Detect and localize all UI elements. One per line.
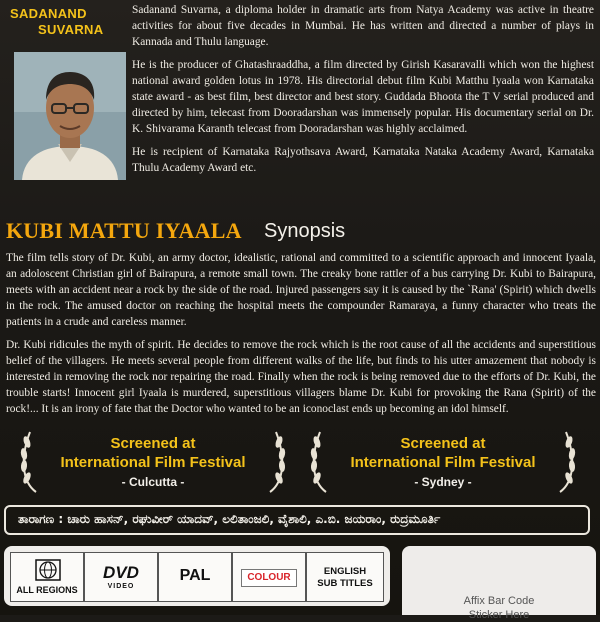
festival-name: International Film Festival [60, 454, 246, 471]
director-bio [132, 2, 594, 183]
format-panel [4, 546, 390, 606]
subtitles-line1: ENGLISH [323, 566, 367, 577]
festival-name: International Film Festival [350, 454, 536, 471]
film-title-row [6, 218, 596, 248]
festival-badge-sydney [308, 428, 578, 498]
bio-paragraph: He is recipient of Karnataka Rajyothsava Award, Karnataka Nataka Academy Award, Karnataka Thulu Academy Award etc. [132, 146, 594, 174]
regions-label: ALL REGIONS [16, 585, 78, 595]
cast-list: ತಾರಾಗಣ : ಚಾರು ಹಾಸನ್, ರಘುವೀರ್ ಯಾದವ್, ಲಲಿತಾಂಜಲಿ, ವೈಶಾಲಿ, ಎ.ಬಿ. ಜಯರಾಂ, ರುದ್ರಮೂರ್ತಿ [18, 512, 441, 526]
festival-city: - Sydney - [414, 475, 472, 489]
festival-label: Screened at [400, 435, 486, 452]
director-name [10, 6, 128, 38]
synopsis-text [6, 250, 596, 424]
subtitles-badge [306, 552, 384, 602]
dvd-video-label: VIDEO [107, 583, 135, 590]
dvd-label: DVD [103, 563, 139, 582]
subtitles-label [307, 566, 383, 590]
synopsis-heading: Synopsis [264, 220, 346, 242]
globe-icon [35, 559, 61, 581]
director-name-line2: SUVARNA [38, 22, 104, 37]
laurel-left-icon [308, 428, 330, 494]
all-regions-badge [10, 552, 84, 602]
subtitles-line2: SUB TITLES [317, 578, 373, 589]
director-name-line1: SADANAND [10, 6, 87, 21]
cast-box [4, 505, 590, 535]
festival-label: Screened at [110, 435, 196, 452]
synopsis-paragraph: The film tells story of Dr. Kubi, an army doctor, idealistic, rational and committed to a scientific approach and innocent Iyaala, an adoloscent Christian girl of Bairapura, a remote small town. The creaky bone rattler of a bus carrying Dr. Kubi to Bairapura, meets with an accident near a rock by the side of the road. Injured passengers say it is caused by the `Rana' (Spirit) which dwells in the rock. The amused doctor on reaching the hospital meets the compounder Ramaraya, a funny character who treats the patients in a crude and careless manner. [6, 252, 596, 328]
colour-label: COLOUR [241, 569, 297, 587]
pal-badge [158, 552, 232, 602]
colour-badge [232, 552, 306, 602]
festival-badge-culcutta [18, 428, 288, 498]
barcode-sticker-area [402, 546, 596, 621]
laurel-left-icon [18, 428, 40, 494]
bio-paragraph: He is the producer of Ghatashraaddha, a film directed by Girish Kasaravalli which won the highest national award golden lotus in 1978. His directorial debut film Kubi Matthu Iyaala won Karnataka state award - as best film, best director and best story. Guddada Bhoota the T V serial produced and directed by him, telecast from Dooradarshan was immensely popular. His documentary serial on Dr. K. Shivarama Karanth telecast from Dooradarshan was highly acclaimed. [132, 59, 594, 135]
laurel-right-icon [266, 428, 288, 494]
barcode-line1: Affix Bar Code [463, 595, 535, 607]
synopsis-paragraph: Dr. Kubi ridicules the myth of spirit. He decides to remove the rock which is the root cause of all the accidents and superstitious belief of the villagers. He meets several people from different walks of the life, but finds to his utter amazement that nobody is interested in removing the rock nor repairing the road. Finally when the rock is being removed due to the efforts of Dr. Kubi, the trouble starts! Innocent girl Iyaala is murdered, superstitious villagers blame Dr. Kubi for provoking the Rana (Spirit) of the rock!... It is an irony of fate that the Doctor who wanted to be an iconoclast ends up becoming an idol himself. [6, 339, 596, 415]
bio-paragraph: Sadanand Suvarna, a diploma holder in dramatic arts from Natya Academy was active in theatre activities for about five decades in Mumbai. He has written and directed a number of plays in Kannada and Thulu language. [132, 4, 594, 48]
festival-city: - Culcutta - [121, 475, 185, 489]
laurel-right-icon [556, 428, 578, 494]
director-photo [14, 52, 126, 180]
pal-label: PAL [179, 567, 211, 584]
director-portrait-icon [14, 52, 126, 180]
film-title: KUBI MATTU IYAALA [6, 218, 242, 243]
dvd-logo [84, 552, 158, 602]
barcode-line2: Sticker Here [468, 609, 530, 621]
